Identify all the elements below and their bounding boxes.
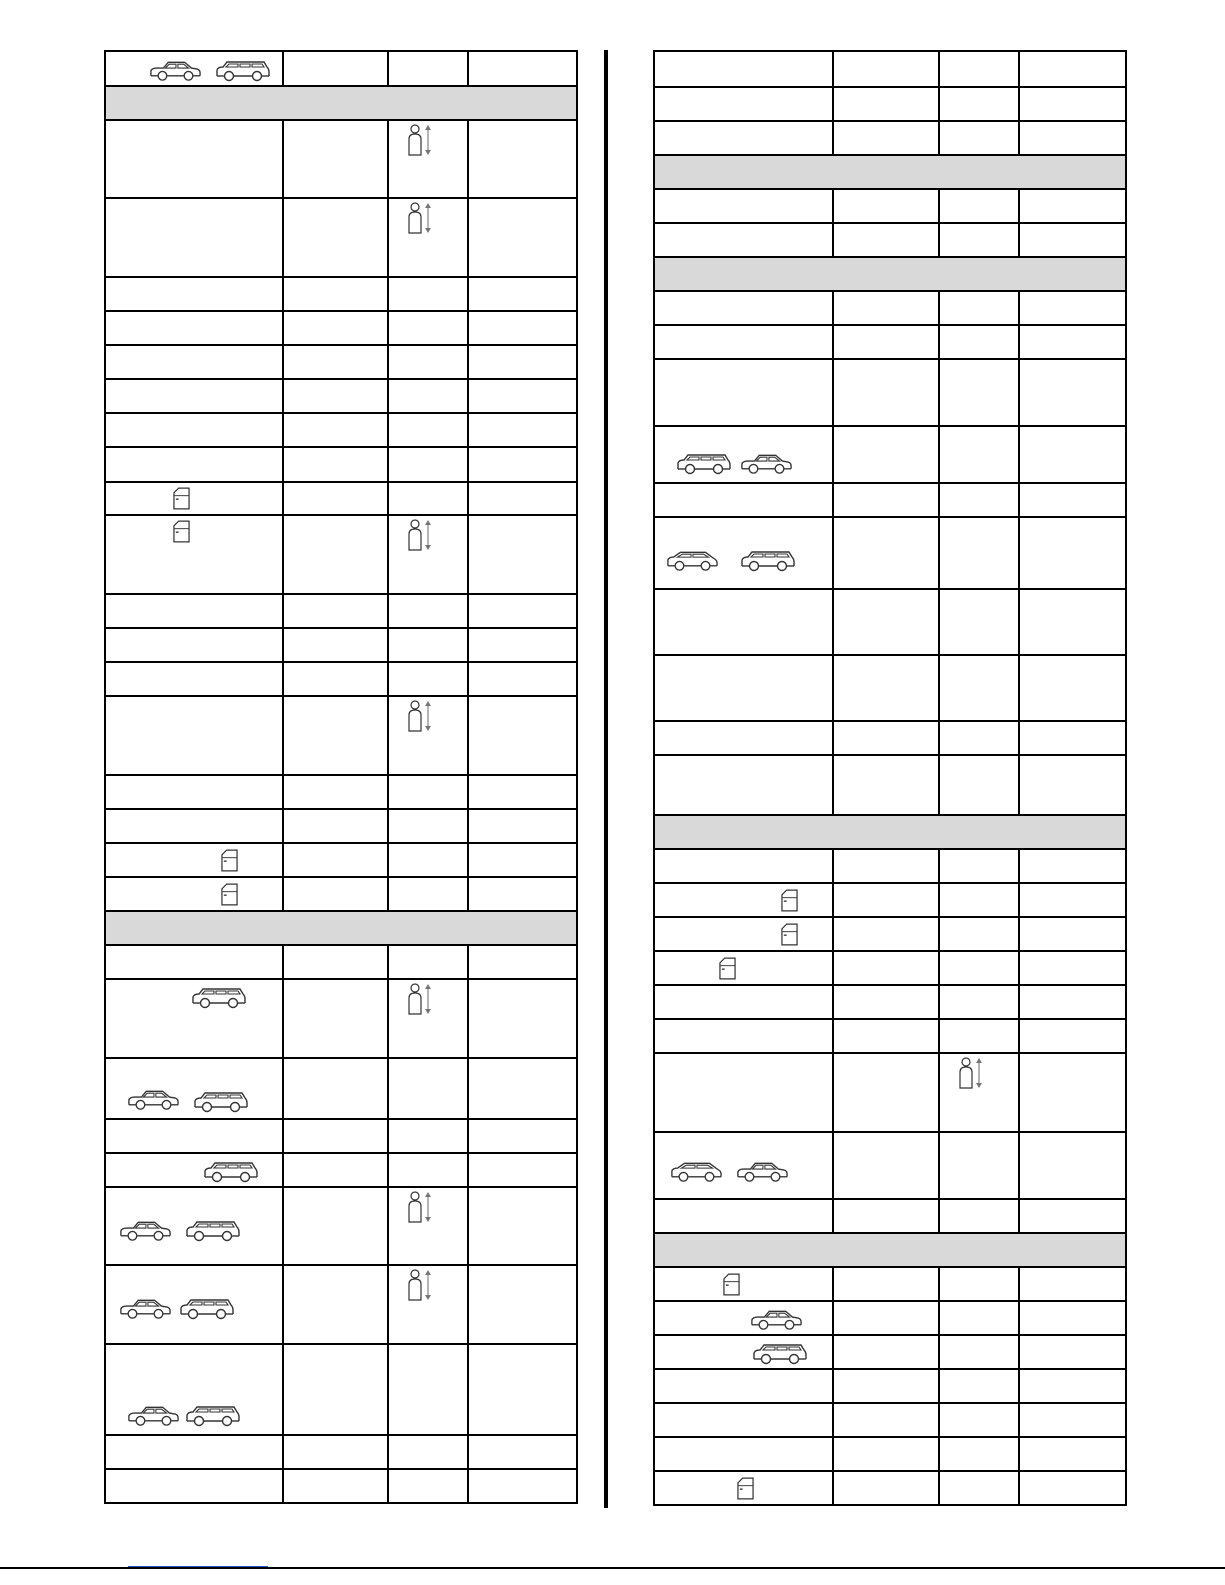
table-row <box>654 1053 1126 1132</box>
table-row <box>654 426 1126 483</box>
table-row <box>105 379 577 413</box>
footer-rule <box>0 1567 1225 1569</box>
door-icon <box>173 520 190 543</box>
table-row <box>654 291 1126 325</box>
table-row <box>105 1119 577 1153</box>
table-row <box>105 1469 577 1503</box>
section-header-row <box>105 911 577 945</box>
column-divider <box>604 50 608 1508</box>
table-row <box>654 1437 1126 1471</box>
table-row <box>105 877 577 911</box>
table-row <box>654 985 1126 1019</box>
section-header-row <box>654 257 1126 291</box>
station-wagon-icon <box>192 1089 248 1113</box>
footer-link[interactable] <box>128 1554 268 1567</box>
table-row <box>105 843 577 877</box>
sedan-car-icon <box>739 451 793 475</box>
station-wagon-icon <box>675 451 731 475</box>
table-row <box>105 628 577 662</box>
table-row <box>654 325 1126 359</box>
table-row <box>654 589 1126 655</box>
sedan-car-icon <box>735 1159 789 1183</box>
table-row <box>654 359 1126 426</box>
table-row <box>654 655 1126 721</box>
table-row <box>654 189 1126 223</box>
table-row <box>654 1301 1126 1335</box>
person-height-icon <box>958 1056 984 1090</box>
door-icon <box>737 1477 754 1500</box>
table-row <box>105 594 577 628</box>
person-height-icon <box>407 123 433 157</box>
person-height-icon <box>407 699 433 733</box>
table-row <box>105 120 577 198</box>
table-row <box>654 121 1126 155</box>
station-wagon-icon <box>184 1403 240 1427</box>
door-icon <box>781 923 798 946</box>
table-row <box>105 696 577 775</box>
table-row <box>654 1471 1126 1505</box>
table-row <box>654 849 1126 883</box>
table-row <box>105 1187 577 1265</box>
person-height-icon <box>407 518 433 552</box>
table-row <box>105 945 577 979</box>
table-row <box>654 1335 1126 1369</box>
table-row <box>105 413 577 447</box>
table-row <box>105 1435 577 1469</box>
table-row <box>654 87 1126 121</box>
hatchback-icon <box>665 548 719 572</box>
station-wagon-icon <box>739 548 795 572</box>
table-row <box>105 345 577 379</box>
table-row <box>105 447 577 482</box>
table-row <box>105 198 577 277</box>
sedan-car-icon <box>126 1403 180 1427</box>
section-header-row <box>654 1233 1126 1267</box>
sedan-car-icon <box>126 1087 180 1111</box>
table-row <box>105 1344 577 1435</box>
sedan-car-icon <box>749 1307 803 1331</box>
table-row <box>105 1265 577 1344</box>
table-row <box>105 662 577 696</box>
table-row <box>105 515 577 594</box>
table-row <box>654 223 1126 257</box>
left-table <box>104 50 578 1504</box>
table-row <box>654 1019 1126 1053</box>
table-row <box>654 483 1126 517</box>
right-table <box>653 50 1127 1506</box>
section-header-row <box>105 86 577 120</box>
door-icon <box>221 849 238 872</box>
door-icon <box>781 889 798 912</box>
table-row <box>105 775 577 809</box>
door-icon <box>719 957 736 980</box>
table-row <box>105 277 577 311</box>
door-icon <box>723 1273 740 1296</box>
person-height-icon <box>407 201 433 235</box>
table-row <box>654 1369 1126 1403</box>
person-height-icon <box>407 1268 433 1302</box>
sedan-car-icon <box>148 58 202 82</box>
station-wagon-icon <box>214 58 270 82</box>
station-wagon-icon <box>751 1341 807 1365</box>
hatchback-icon <box>669 1159 723 1183</box>
table-row <box>105 979 577 1058</box>
station-wagon-icon <box>178 1296 234 1320</box>
station-wagon-icon <box>184 1218 240 1242</box>
person-height-icon <box>407 982 433 1016</box>
table-row <box>654 721 1126 755</box>
door-icon <box>221 883 238 906</box>
table-row <box>654 517 1126 589</box>
table-row <box>654 1403 1126 1437</box>
table-row <box>105 51 577 86</box>
table-row <box>105 809 577 843</box>
station-wagon-icon <box>202 1159 258 1183</box>
table-row <box>105 1058 577 1119</box>
sedan-car-icon <box>118 1296 172 1320</box>
table-row <box>654 883 1126 917</box>
table-row <box>654 1267 1126 1301</box>
table-row <box>105 1153 577 1187</box>
table-row <box>654 51 1126 87</box>
person-height-icon <box>407 1190 433 1224</box>
table-row <box>654 1199 1126 1233</box>
section-header-row <box>654 155 1126 189</box>
table-row <box>105 311 577 345</box>
table-row <box>654 917 1126 951</box>
station-wagon-icon <box>190 985 246 1009</box>
table-row <box>654 1132 1126 1199</box>
table-row <box>105 482 577 515</box>
sedan-car-icon <box>118 1218 172 1242</box>
door-icon <box>173 487 190 510</box>
section-header-row <box>654 815 1126 849</box>
table-row <box>654 951 1126 985</box>
table-row <box>654 755 1126 815</box>
